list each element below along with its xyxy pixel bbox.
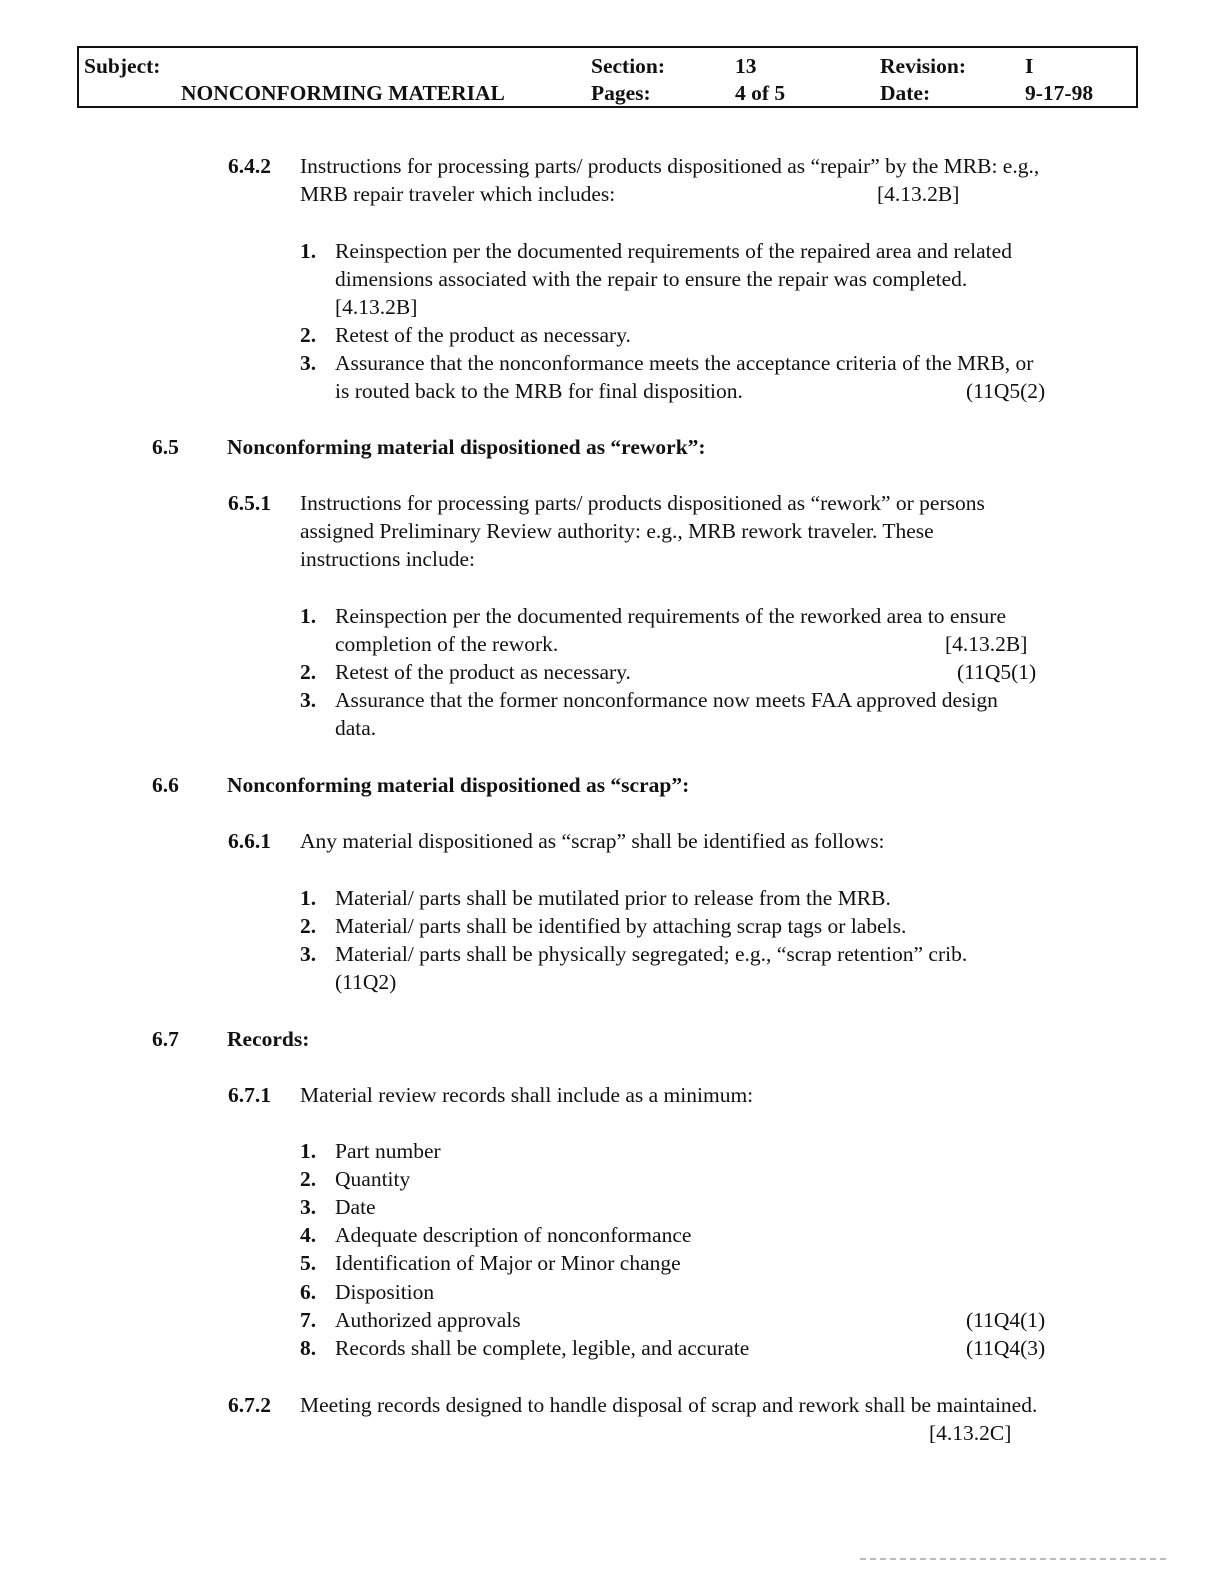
subsection-text-line: Instructions for processing parts/ products dispositioned as “repair” by the MRB: e.g., bbox=[300, 154, 1040, 178]
list-item-line: Disposition bbox=[335, 1280, 435, 1304]
subsection-number: 6.4.2 bbox=[228, 154, 271, 178]
list-number: 1. bbox=[300, 1139, 317, 1163]
reference-tag: [4.13.2B] bbox=[945, 632, 1028, 656]
list-number: 3. bbox=[300, 942, 317, 966]
pages-value: 4 of 5 bbox=[735, 81, 786, 105]
section-title: Nonconforming material dispositioned as “rework”: bbox=[227, 435, 706, 459]
revision-label: Revision: bbox=[880, 54, 966, 78]
list-item-line: [4.13.2B] bbox=[335, 295, 418, 319]
list-number: 1. bbox=[300, 886, 317, 910]
list-item-line: Retest of the product as necessary. bbox=[335, 323, 631, 347]
subsection-text-line: instructions include: bbox=[300, 547, 475, 571]
subsection-text-line: MRB repair traveler which includes: bbox=[300, 182, 616, 206]
pages-label: Pages: bbox=[591, 81, 651, 105]
list-number: 2. bbox=[300, 660, 317, 684]
reference-tag: (11Q5(1) bbox=[957, 660, 1037, 684]
list-number: 6. bbox=[300, 1280, 317, 1304]
list-item-line: data. bbox=[335, 716, 377, 740]
list-item-line: Authorized approvals bbox=[335, 1308, 521, 1332]
section-number: 6.7 bbox=[152, 1027, 179, 1051]
reference-tag: (11Q4(3) bbox=[966, 1336, 1046, 1360]
section-label: Section: bbox=[591, 54, 666, 78]
list-number: 8. bbox=[300, 1336, 317, 1360]
subsection-text-line: Any material dispositioned as “scrap” shall be identified as follows: bbox=[300, 829, 885, 853]
list-item-line: Material/ parts shall be mutilated prior to release from the MRB. bbox=[335, 886, 891, 910]
list-number: 3. bbox=[300, 351, 317, 375]
subject-label: Subject: bbox=[84, 54, 161, 78]
list-item-line: Part number bbox=[335, 1139, 441, 1163]
reference-tag: [4.13.2B] bbox=[877, 182, 960, 206]
list-item-line: Identification of Major or Minor change bbox=[335, 1251, 681, 1275]
list-item-line: is routed back to the MRB for final disposition. bbox=[335, 379, 743, 403]
subsection-number: 6.7.1 bbox=[228, 1083, 271, 1107]
subject-value: NONCONFORMING MATERIAL bbox=[181, 81, 505, 105]
list-item-line: Records shall be complete, legible, and accurate bbox=[335, 1336, 750, 1360]
subsection-number: 6.5.1 bbox=[228, 491, 271, 515]
section-number: 6.6 bbox=[152, 773, 179, 797]
revision-value: I bbox=[1025, 54, 1034, 78]
list-number: 3. bbox=[300, 1195, 317, 1219]
subsection-text-line: Instructions for processing parts/ products dispositioned as “rework” or persons bbox=[300, 491, 985, 515]
list-item-line: completion of the rework. bbox=[335, 632, 559, 656]
list-item-line: Reinspection per the documented requirements of the reworked area to ensure bbox=[335, 604, 1007, 628]
list-number: 1. bbox=[300, 239, 317, 263]
list-item-line: Retest of the product as necessary. bbox=[335, 660, 631, 684]
list-number: 2. bbox=[300, 323, 317, 347]
list-number: 7. bbox=[300, 1308, 317, 1332]
subsection-text-line: Material review records shall include as a minimum: bbox=[300, 1083, 754, 1107]
list-item-line: Assurance that the former nonconformance now meets FAA approved design bbox=[335, 688, 998, 712]
scan-artifact bbox=[860, 1558, 1170, 1560]
section-number: 6.5 bbox=[152, 435, 179, 459]
reference-tag: [4.13.2C] bbox=[929, 1421, 1012, 1445]
list-number: 3. bbox=[300, 688, 317, 712]
subsection-text-line: Meeting records designed to handle disposal of scrap and rework shall be maintained. bbox=[300, 1393, 1038, 1417]
list-item-line: Material/ parts shall be physically segregated; e.g., “scrap retention” crib. bbox=[335, 942, 968, 966]
date-value: 9-17-98 bbox=[1025, 81, 1094, 105]
list-item-line: Date bbox=[335, 1195, 376, 1219]
list-number: 2. bbox=[300, 1167, 317, 1191]
list-number: 5. bbox=[300, 1251, 317, 1275]
section-title: Nonconforming material dispositioned as “scrap”: bbox=[227, 773, 690, 797]
document-header bbox=[77, 46, 1138, 108]
list-item-line: Adequate description of nonconformance bbox=[335, 1223, 692, 1247]
list-item-line: Assurance that the nonconformance meets the acceptance criteria of the MRB, or bbox=[335, 351, 1034, 375]
reference-tag: (11Q5(2) bbox=[966, 379, 1046, 403]
section-value: 13 bbox=[735, 54, 757, 78]
subsection-number: 6.7.2 bbox=[228, 1393, 271, 1417]
section-title: Records: bbox=[227, 1027, 310, 1051]
list-item-line: dimensions associated with the repair to ensure the repair was completed. bbox=[335, 267, 968, 291]
subsection-text-line: assigned Preliminary Review authority: e.g., MRB rework traveler. These bbox=[300, 519, 934, 543]
list-number: 4. bbox=[300, 1223, 317, 1247]
list-item-line: Reinspection per the documented requirements of the repaired area and related bbox=[335, 239, 1012, 263]
list-item-line: (11Q2) bbox=[335, 970, 397, 994]
date-label: Date: bbox=[880, 81, 931, 105]
list-number: 2. bbox=[300, 914, 317, 938]
list-item-line: Quantity bbox=[335, 1167, 411, 1191]
subsection-number: 6.6.1 bbox=[228, 829, 271, 853]
reference-tag: (11Q4(1) bbox=[966, 1308, 1046, 1332]
list-number: 1. bbox=[300, 604, 317, 628]
list-item-line: Material/ parts shall be identified by attaching scrap tags or labels. bbox=[335, 914, 907, 938]
